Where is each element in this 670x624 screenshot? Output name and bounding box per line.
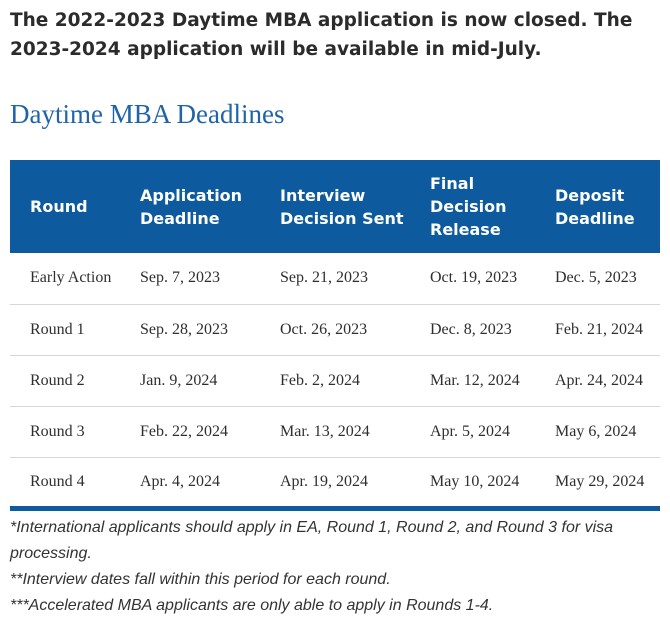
cell-round: Round 1 <box>10 304 120 355</box>
cell-round: Round 2 <box>10 355 120 406</box>
cell-final-decision-release: May 10, 2024 <box>410 457 535 508</box>
table-row <box>10 253 660 304</box>
cell-interview-decision-sent: Feb. 2, 2024 <box>260 355 410 406</box>
cell-final-decision-release: Mar. 12, 2024 <box>410 355 535 406</box>
cell-interview-decision-sent: Apr. 19, 2024 <box>260 457 410 508</box>
cell-deposit-deadline: May 6, 2024 <box>535 406 660 457</box>
cell-final-decision-release: Dec. 8, 2023 <box>410 304 535 355</box>
cell-application-deadline: Apr. 4, 2024 <box>120 457 260 508</box>
cell-deposit-deadline: Dec. 5, 2023 <box>535 253 660 304</box>
cell-application-deadline: Jan. 9, 2024 <box>120 355 260 406</box>
deadlines-table <box>10 160 660 511</box>
application-closed-notice: The 2022-2023 Daytime MBA application is now closed. The 2023-2024 application will be available in mid-July. <box>10 10 633 60</box>
footnote-accelerated-mba: ***Accelerated MBA applicants are only able to apply in Rounds 1-4. <box>10 597 494 614</box>
column-header-interview-decision-sent: Interview Decision Sent <box>260 160 410 253</box>
column-header-application-deadline: Application Deadline <box>120 160 260 253</box>
cell-round: Round 3 <box>10 406 120 457</box>
cell-final-decision-release: Oct. 19, 2023 <box>410 253 535 304</box>
section-title: Daytime MBA Deadlines <box>10 99 285 129</box>
table-row <box>10 457 660 508</box>
cell-final-decision-release: Apr. 5, 2024 <box>410 406 535 457</box>
table-header-row <box>10 160 660 253</box>
table-body <box>10 253 660 508</box>
table-row <box>10 304 660 355</box>
footnote-interview-dates: **Interview dates fall within this period for each round. <box>10 571 391 588</box>
footnotes <box>10 515 665 619</box>
table-header <box>10 160 660 253</box>
cell-round: Round 4 <box>10 457 120 508</box>
column-header-deposit-deadline: Deposit Deadline <box>535 160 660 253</box>
cell-interview-decision-sent: Sep. 21, 2023 <box>260 253 410 304</box>
cell-application-deadline: Sep. 7, 2023 <box>120 253 260 304</box>
cell-application-deadline: Sep. 28, 2023 <box>120 304 260 355</box>
deadlines-table-container <box>10 160 660 511</box>
column-header-final-decision-release: Final Decision Release <box>410 160 535 253</box>
cell-interview-decision-sent: Oct. 26, 2023 <box>260 304 410 355</box>
table-row <box>10 406 660 457</box>
column-header-round: Round <box>10 160 120 253</box>
cell-deposit-deadline: Apr. 24, 2024 <box>535 355 660 406</box>
cell-round: Early Action <box>10 253 120 304</box>
cell-deposit-deadline: Feb. 21, 2024 <box>535 304 660 355</box>
cell-deposit-deadline: May 29, 2024 <box>535 457 660 508</box>
footnote-international: *International applicants should apply in EA, Round 1, Round 2, and Round 3 for visa processing. <box>10 519 614 562</box>
table-row <box>10 355 660 406</box>
cell-application-deadline: Feb. 22, 2024 <box>120 406 260 457</box>
cell-interview-decision-sent: Mar. 13, 2024 <box>260 406 410 457</box>
